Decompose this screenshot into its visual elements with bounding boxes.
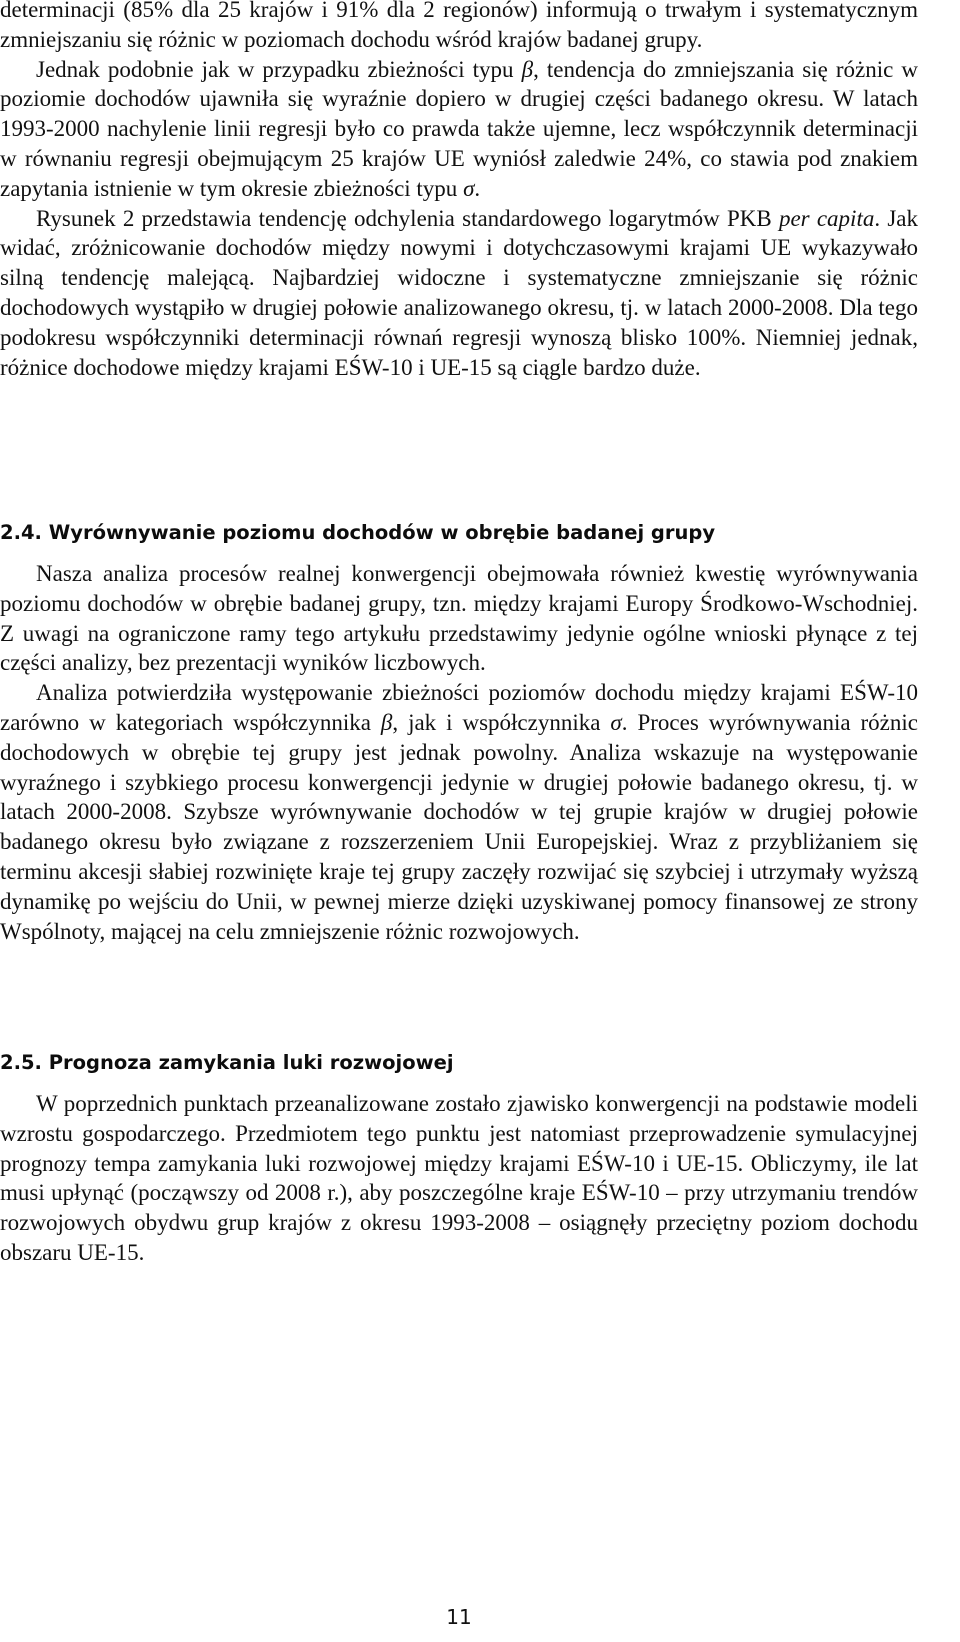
section-heading-2-4: 2.4. Wyrównywanie poziomu dochodów w obrębie badanej grupy: [0, 521, 716, 544]
paragraph: Analiza potwierdziła występowanie zbieżności poziomów dochodu między krajami EŚW-10 zarówno w kategoriach współczynnika β, jak i współczynnika σ. Proces wyrównywania różnic dochodowych w obrębie tej grupy jest jednak powolny. Analiza wskazuje na występowanie wyraźnego i szybkiego procesu konwergencji jedynie w drugiej połowie badanego okresu, tj. w latach 2000-2008. Szybsze wyrównywanie dochodów w tej grupie krajów w drugiej połowie badanego okresu było związane z rozszerzeniem Unii Europejskiej. Wraz z przybliżaniem się terminu akcesji słabiej rozwinięte kraje tej grupy zaczęły rozwijać się szybciej i utrzymały wyższą dynamikę po wejściu do Unii, w pewnej mierze dzięki uzyskiwanej pomocy finansowej ze strony Wspólnoty, mającej na celu zmniejszenie różnic rozwojowych.: [0, 680, 918, 944]
paragraph: determinacji (85% dla 25 krajów i 91% dla 2 regionów) informują o trwałym i systematycznym zmniejszaniu się różnic w poziomach dochodu wśród krajów badanej grupy.: [0, 0, 918, 52]
body-text-block-3: [0, 1089, 918, 1268]
body-text-block-2: [0, 559, 918, 946]
paragraph: W poprzednich punktach przeanalizowane zostało zjawisko konwergencji na podstawie modeli wzrostu gospodarczego. Przedmiotem tego punktu jest natomiast przeprowadzenie symulacyjnej prognozy tempa zamykania luki rozwojowej między krajami EŚW-10 i UE-15. Obliczymy, ile lat musi upłynąć (począwszy od 2008 r.), aby poszczególne kraje EŚW-10 – przy utrzymaniu trendów rozwojowych obydwu grup krajów z okresu 1993-2008 – osiągnęły przeciętny poziom dochodu obszaru UE-15.: [0, 1091, 918, 1265]
paragraph: Rysunek 2 przedstawia tendencję odchylenia standardowego logarytmów PKB per capita. Jak widać, zróżnicowanie dochodów między nowymi i dotychczasowymi krajami UE wykazywało silną tendencję malejącą. Najbardziej widoczne i systematyczne zmniejszanie się różnic dochodowych wystąpiło w drugiej połowie analizowanego okresu, tj. w latach 2000-2008. Dla tego podokresu współczynniki determinacji równań regresji wynoszą blisko 100%. Niemniej jednak, różnice dochodowe między krajami EŚW-10 i UE-15 są ciągle bardzo duże.: [0, 205, 918, 380]
sigma-symbol: σ: [463, 175, 475, 201]
beta-symbol: β: [521, 56, 534, 82]
beta-symbol: β: [380, 709, 393, 735]
paragraph: Nasza analiza procesów realnej konwergencji obejmowała również kwestię wyrównywania poziomu dochodów w obrębie badanej grupy, tzn. między krajami Europy Środkowo-Wschodniej. Z uwagi na ograniczone ramy tego artykułu przedstawimy jedynie ogólne wnioski płynące z tej części analizy, bez prezentacji wyników liczbowych.: [0, 561, 918, 676]
sigma-symbol: σ: [610, 709, 622, 735]
paragraph: Jednak podobnie jak w przypadku zbieżności typu β, tendencja do zmniejszania się różnic w poziomie dochodów ujawniła się wyraźnie dopiero w drugiej części badanego okresu. W latach 1993-2000 nachylenie linii regresji było co prawda także ujemne, lecz współczynnik determinacji w równaniu regresji obejmującym 25 krajów UE wyniósł zaledwie 24%, co stawia pod znakiem zapytania istnienie w tym okresie zbieżności typu σ.: [0, 56, 918, 201]
per-capita-italic: per capita: [778, 205, 875, 231]
section-heading-2-5: 2.5. Prognoza zamykania luki rozwojowej: [0, 1051, 454, 1074]
body-text-block-1: [0, 0, 918, 382]
page-number: 11: [446, 1605, 472, 1629]
